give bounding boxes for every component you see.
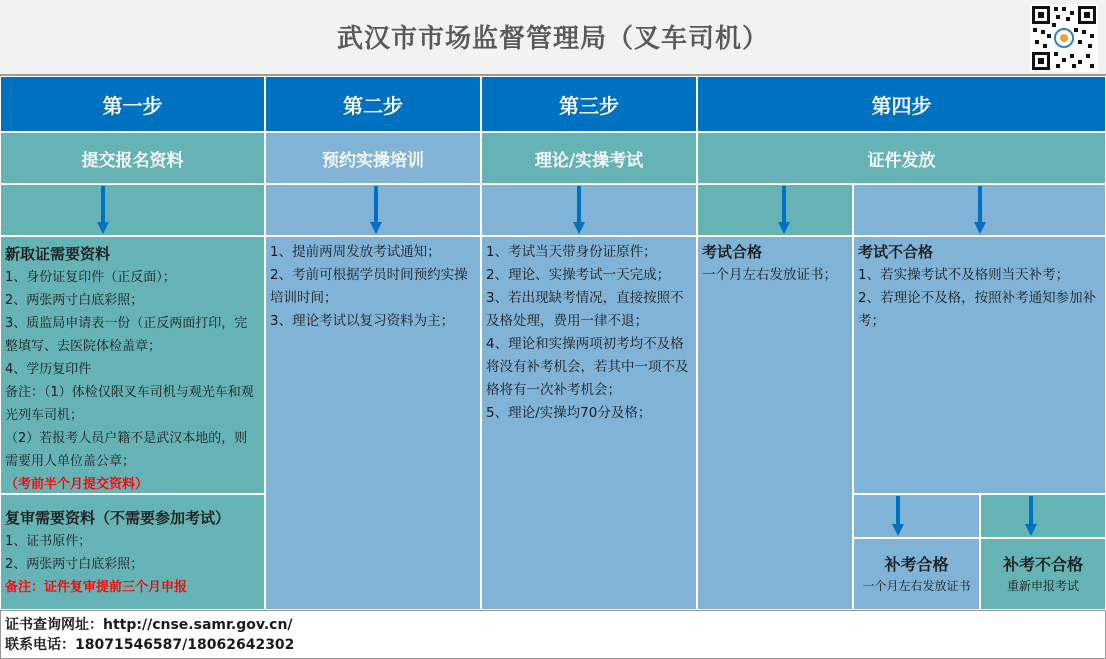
list-item: 1、提前两周发放考试通知； <box>270 244 441 260</box>
exam-pass-title: 考试合格 <box>702 243 763 261</box>
renewal-title: 复审需要资料（不需要参加考试） <box>5 509 231 527</box>
step-2-subheader: 预约实操培训 <box>265 132 481 184</box>
exam-pass-text: 一个月左右发放证书； <box>702 267 837 283</box>
list-item: 1、考试当天带身份证原件； <box>486 244 657 260</box>
renewal-materials <box>0 494 265 610</box>
arrow-down-icon <box>573 186 585 234</box>
step-1-subheader: 提交报名资料 <box>0 132 265 184</box>
arrow-down-icon <box>97 186 109 234</box>
exam-fail <box>853 236 1106 494</box>
arrow-cell-3 <box>481 184 697 236</box>
list-item: 4、学历复印件 <box>5 362 92 377</box>
list-item: 2、若理论不及格，按照补考通知参加补考； <box>858 290 1097 329</box>
qr-code-icon <box>1030 4 1098 72</box>
list-item: 备注：（1）体检仅限叉车司机与观光车和观光列车司机； <box>5 385 254 423</box>
cert-query-url: 证书查询网址：http://cnse.samr.gov.cn/ <box>5 617 293 633</box>
makeup-pass-title: 补考合格 <box>884 555 949 574</box>
page-title: 武汉市市场监督管理局（叉车司机） <box>336 24 769 54</box>
step-3-header: 第三步 <box>481 76 697 132</box>
list-item: 2、理论、实操考试一天完成； <box>486 267 671 283</box>
new-cert-title: 新取证需要资料 <box>5 245 111 263</box>
footer <box>0 610 1106 659</box>
list-item: 2、考前可根据学员时间预约实操培训时间； <box>270 267 468 306</box>
step-4-subheader: 证件发放 <box>697 132 1106 184</box>
makeup-fail <box>980 538 1106 610</box>
arrow-cell-4a <box>697 184 853 236</box>
list-item: 3、若出现缺考情况，直接按照不及格处理，费用一律不退； <box>486 290 684 329</box>
contact-phone: 联系电话：18071546587/18062642302 <box>5 637 295 653</box>
makeup-arrow-cell-1 <box>853 494 980 538</box>
exam-pass <box>697 236 853 610</box>
makeup-fail-text: 重新申报考试 <box>1006 579 1079 593</box>
makeup-arrow-cell-2 <box>980 494 1106 538</box>
list-item: 2、两张两寸白底彩照； <box>5 293 144 308</box>
arrow-down-icon <box>974 186 986 234</box>
arrow-down-icon <box>1025 496 1037 536</box>
list-item: 4、理论和实操两项初考均不及格将没有补考机会，若其中一项不及格将有一次补考机会； <box>486 336 689 398</box>
arrow-down-icon <box>370 186 382 234</box>
training-details <box>265 236 481 610</box>
list-item: （2）若报考人员户籍不是武汉本地的，则需要用人单位盖公章； <box>5 431 248 469</box>
list-item: 1、证书原件； <box>5 534 92 549</box>
exam-details <box>481 236 697 610</box>
step-4-header: 第四步 <box>697 76 1106 132</box>
arrow-cell-1 <box>0 184 265 236</box>
list-item: 1、若实操考试不及格则当天补考； <box>858 267 1070 283</box>
renewal-note: 备注：证件复审提前三个月申报 <box>5 580 188 595</box>
makeup-pass <box>853 538 980 610</box>
exam-fail-title: 考试不合格 <box>858 243 934 261</box>
new-cert-materials <box>0 236 265 494</box>
arrow-down-icon <box>892 496 904 536</box>
step-2-header: 第二步 <box>265 76 481 132</box>
list-item: 3、质监局申请表一份（正反两面打印，完整填写、去医院体检盖章； <box>5 316 248 354</box>
list-item: 5、理论/实操均70分及格； <box>486 405 652 421</box>
list-item: 1、身份证复印件（正反面）； <box>5 270 176 285</box>
list-item: 2、两张两寸白底彩照； <box>5 557 144 572</box>
step-3-subheader: 理论/实操考试 <box>481 132 697 184</box>
arrow-down-icon <box>778 186 790 234</box>
makeup-fail-title: 补考不合格 <box>1002 555 1083 574</box>
makeup-pass-text: 一个月左右发放证书 <box>862 579 971 593</box>
step-1-header: 第一步 <box>0 76 265 132</box>
list-item: 3、理论考试以复习资料为主； <box>270 313 455 329</box>
new-cert-note: （考前半个月提交资料） <box>5 477 149 492</box>
